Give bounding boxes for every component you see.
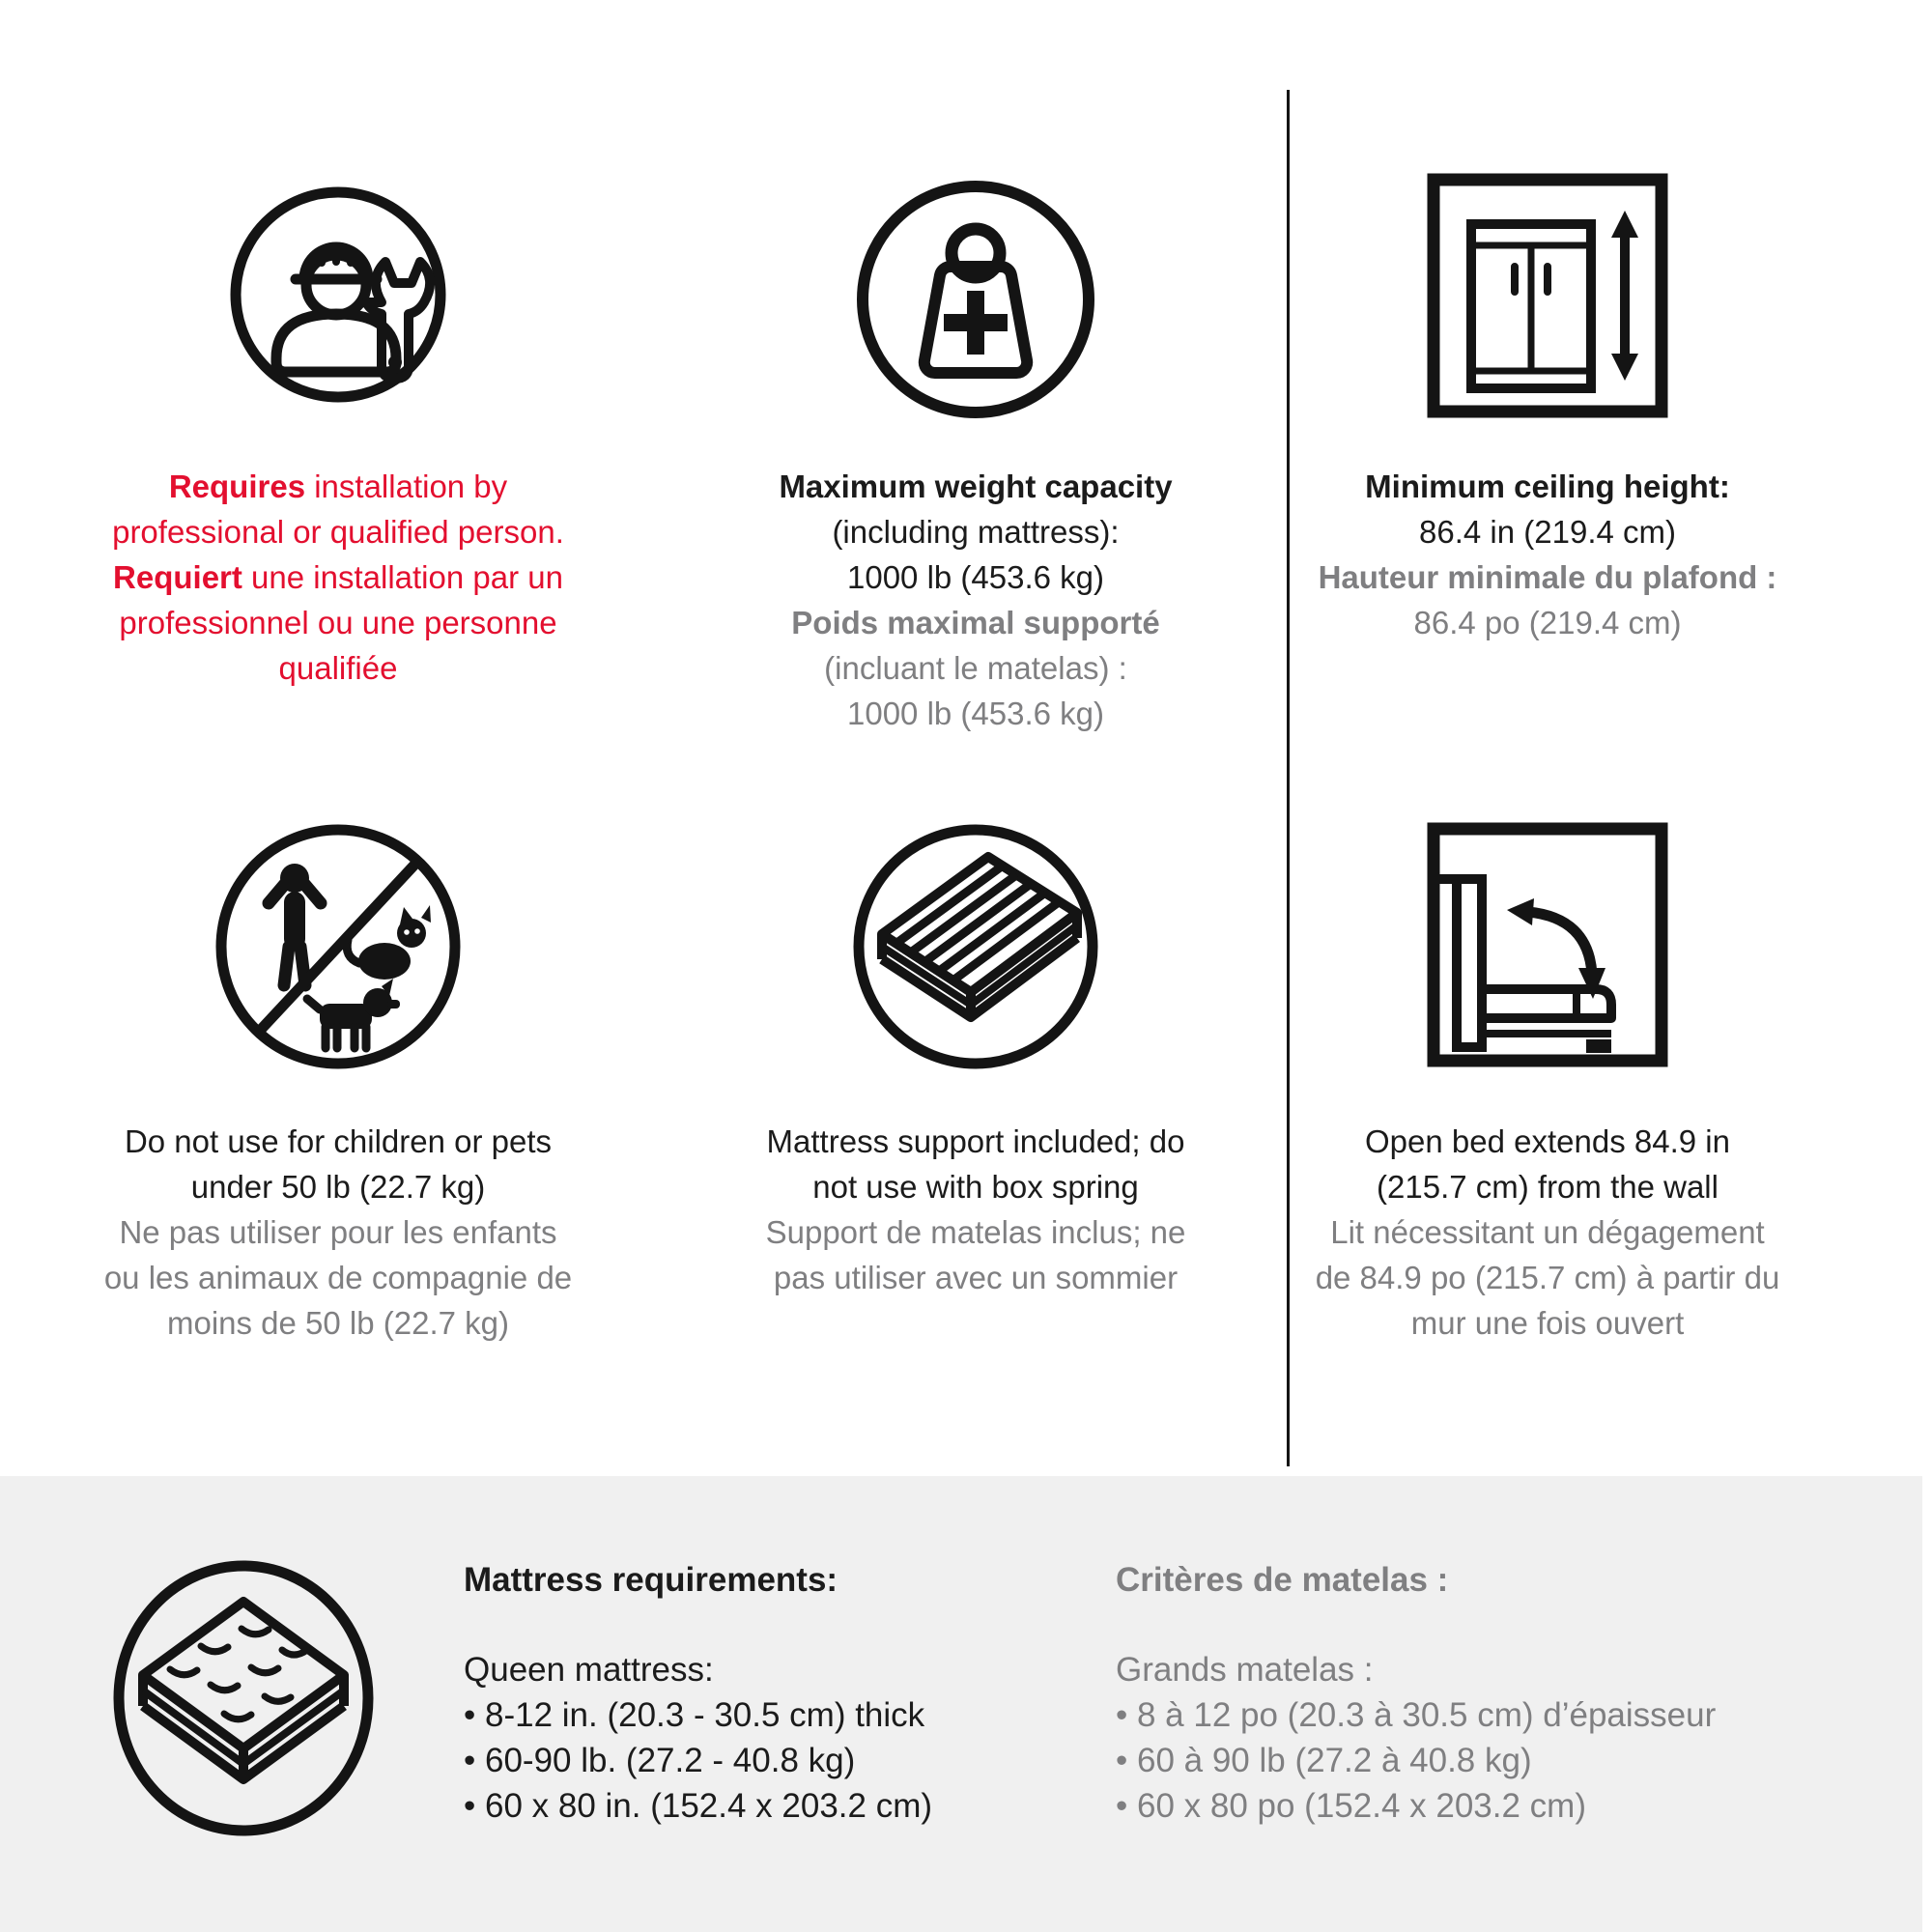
text-line: qualifiée: [278, 650, 398, 686]
list-item: • 60 à 90 lb (27.2 à 40.8 kg): [1116, 1738, 1716, 1783]
text-line: 1000 lb (453.6 kg): [846, 696, 1104, 731]
text-line: (including mattress):: [832, 514, 1120, 550]
info-block-no-children-pets: [43, 816, 633, 1346]
text-line: moins de 50 lb (22.7 kg): [166, 1305, 510, 1341]
info-block-mattress-support: [681, 816, 1270, 1300]
text-line: Lit nécessitant un dégagement: [1330, 1214, 1765, 1250]
text-line: Ne pas utiliser pour les enfants: [119, 1214, 557, 1250]
text-line: under 50 lb (22.7 kg): [190, 1169, 486, 1205]
text-line: professionnel ou une personne: [119, 605, 557, 640]
text-line: Poids maximal supporté: [791, 605, 1160, 640]
text-line: Requires installation by: [168, 469, 508, 504]
text-line: Mattress support included; do: [766, 1123, 1185, 1159]
no-children-pets-icon: [43, 816, 633, 1119]
text-line: Hauteur minimale du plafond :: [1318, 559, 1777, 595]
text-line: de 84.9 po (215.7 cm) à partir du: [1315, 1260, 1780, 1295]
mattress-requirements-title: Mattress requirements:: [464, 1561, 838, 1599]
list-item: • 60 x 80 po (152.4 x 203.2 cm): [1116, 1783, 1716, 1829]
list-item: • 8 à 12 po (20.3 à 30.5 cm) d’épaisseur: [1116, 1692, 1716, 1738]
text-line: 86.4 in (219.4 cm): [1419, 514, 1676, 550]
mattress-requirements-fr: [1116, 1557, 1716, 1829]
list-item: • 8-12 in. (20.3 - 30.5 cm) thick: [464, 1692, 932, 1738]
mattress-icon: [108, 1557, 379, 1837]
text-line: not use with box spring: [812, 1169, 1139, 1205]
mattress-requirements-en: [464, 1557, 932, 1829]
info-block-installation: [43, 135, 633, 691]
text-line: Support de matelas inclus; ne: [765, 1214, 1186, 1250]
installer-icon: [43, 135, 633, 464]
list-item: • 60 x 80 in. (152.4 x 203.2 cm): [464, 1783, 932, 1829]
slatted-support-icon: [681, 816, 1270, 1119]
info-block-open-bed: [1277, 816, 1818, 1346]
text-line: 1000 lb (453.6 kg): [846, 559, 1104, 595]
text-line: Requiert une installation par un: [113, 559, 563, 595]
mattress-requirements-title-fr: Critères de matelas :: [1116, 1561, 1449, 1599]
text-line: 86.4 po (219.4 cm): [1413, 605, 1682, 640]
weight-capacity-icon: [681, 135, 1270, 464]
mattress-requirements-subtitle-fr: Grands matelas :: [1116, 1651, 1374, 1689]
text-line: mur une fois ouvert: [1410, 1305, 1685, 1341]
ceiling-height-icon: [1277, 135, 1818, 464]
text-line: Minimum ceiling height:: [1365, 469, 1730, 504]
open-bed-icon: [1277, 816, 1818, 1119]
text-line: (215.7 cm) from the wall: [1377, 1169, 1719, 1205]
mattress-requirements-subtitle: Queen mattress:: [464, 1651, 714, 1689]
text-line: ou les animaux de compagnie de: [103, 1260, 573, 1295]
info-block-ceiling-height: [1277, 135, 1818, 645]
text-line: Do not use for children or pets: [124, 1123, 553, 1159]
text-line: Open bed extends 84.9 in: [1365, 1123, 1730, 1159]
info-block-max-weight: [681, 135, 1270, 736]
text-line: professional or qualified person.: [112, 514, 564, 550]
text-line: (incluant le matelas) :: [824, 650, 1127, 686]
text-line: Maximum weight capacity: [779, 469, 1173, 504]
text-line: pas utiliser avec un sommier: [773, 1260, 1179, 1295]
list-item: • 60-90 lb. (27.2 - 40.8 kg): [464, 1738, 932, 1783]
